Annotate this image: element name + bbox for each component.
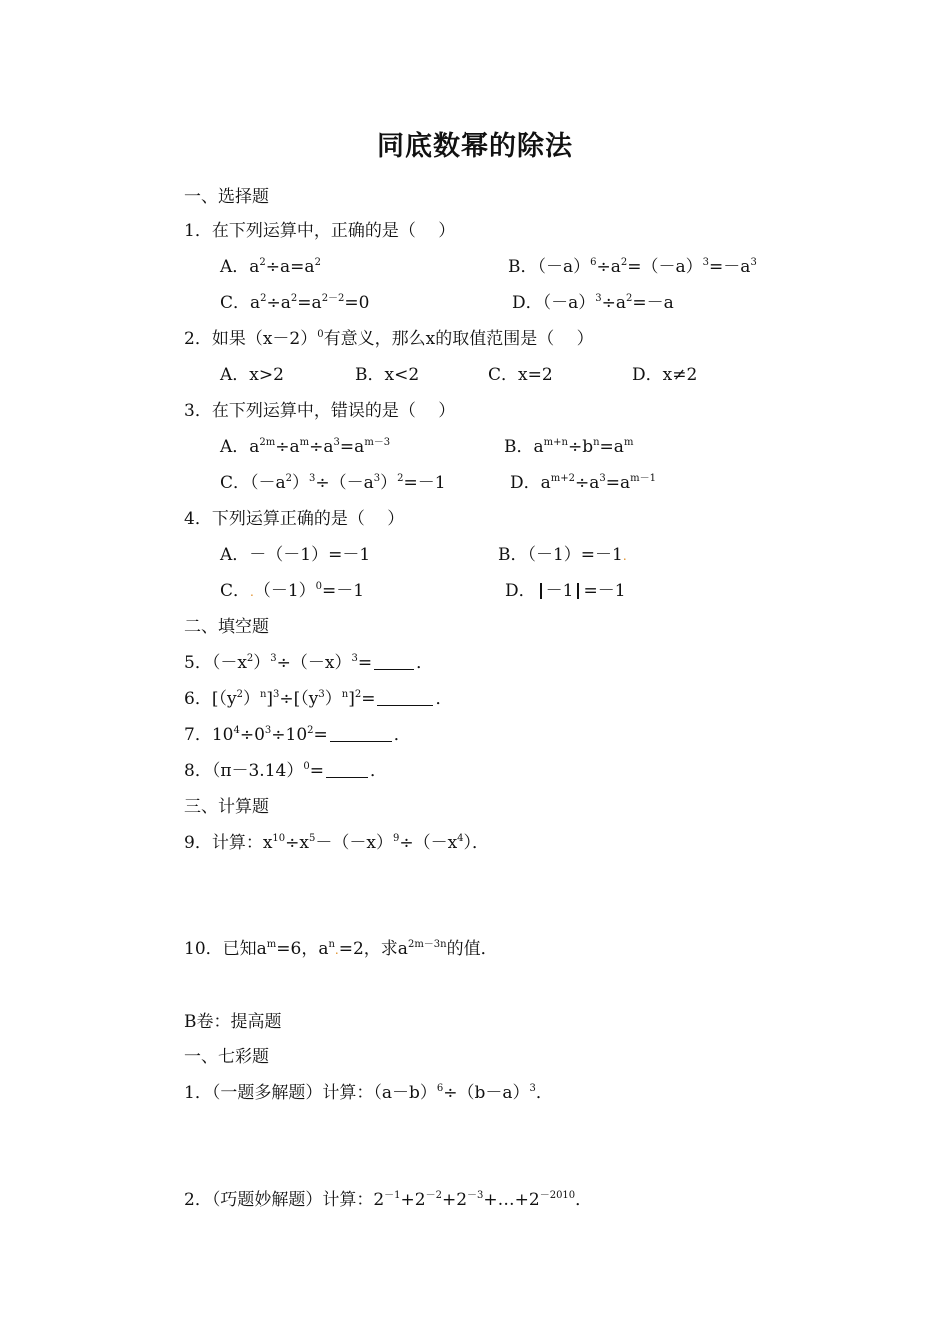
b-question-2: 2．（巧题妙解题）计算：$2^{-1}+2^{-2}+2^{-3}+\dots+2^{-2010}$．	[184, 1190, 593, 1210]
q3-option-b: B．$a^{m+n}\div b^n=a^m$	[504, 437, 634, 457]
page-title: 同底数幂的除法	[377, 131, 573, 162]
question-6: 6．$[(y^2)^n]^3\div[(y^3)^n]^2=$ ．	[184, 689, 453, 709]
question-9: 9．计算：$x^{10}\div x^5-(-x)^9\div(-x^4)$．	[184, 833, 490, 853]
question-3-stem: 3．在下列运算中，错误的是（ ）	[184, 401, 456, 421]
section-heading-b: B卷：提高题	[184, 1012, 282, 1032]
question-4-stem: 4．下列运算正确的是（ ）	[184, 509, 405, 529]
section-heading-choice: 一、选择题	[184, 187, 269, 207]
q2-option-c: C．x=2	[488, 365, 553, 385]
q2-option-b: B．x<2	[355, 365, 420, 385]
q2-option-d: D．x≠2	[632, 365, 698, 385]
q1-option-b: B．$(-a)^6\div a^2=(-a)^3=-a^3$	[508, 257, 757, 277]
q3-option-c: C．$(-a^2)^3\div(-a^3)^2=-1$	[220, 473, 446, 493]
q4-option-b: B．（－1）=－1.	[498, 545, 627, 565]
q2-option-a: A．x>2	[220, 365, 284, 385]
question-5: 5．$(-x^2)^3\div(-x)^3=$ ．	[184, 653, 434, 673]
section-heading-b1: 一、七彩题	[184, 1047, 269, 1067]
question-8: 8．$(\pi-3.14)^0=$ ．	[184, 761, 387, 781]
b-question-1: 1．（一题多解题）计算：$(a-b)^6\div(b-a)^3$．	[184, 1083, 553, 1103]
section-heading-fill: 二、填空题	[184, 617, 269, 637]
q4-option-c: C．$.(-1)^0=-1$	[220, 581, 365, 601]
q4-option-d: D． －1 =－1	[505, 581, 626, 601]
section-heading-calc: 三、计算题	[184, 797, 269, 817]
q1-option-c: C．$a^2\div a^2=a^{2-2}=0$	[220, 293, 370, 313]
question-10: 10．已知$a^m=6$，$a^n.=2$，求$a^{2m-3n}$的值．	[184, 939, 498, 959]
q1-option-a: A．$a^2\div a=a^2$	[220, 257, 321, 277]
question-2-stem: 2．如果$(x-2)^0$有意义，那么x的取值范围是（ ）	[184, 329, 594, 349]
q3-option-a: A．$a^{2m}\div a^m\div a^3=a^{m-3}$	[220, 437, 391, 457]
question-7: 7．$10^4\div 0^3\div 10^2=$ ．	[184, 725, 411, 745]
question-1-stem: 1．在下列运算中，正确的是（ ）	[184, 221, 456, 241]
q1-option-d: D．$(-a)^3\div a^2=-a$	[512, 293, 674, 313]
q3-option-d: D．$a^{m+2}\div a^3=a^{m-1}$	[510, 473, 657, 493]
q4-option-a: A．－（－1）=－1	[220, 545, 371, 565]
